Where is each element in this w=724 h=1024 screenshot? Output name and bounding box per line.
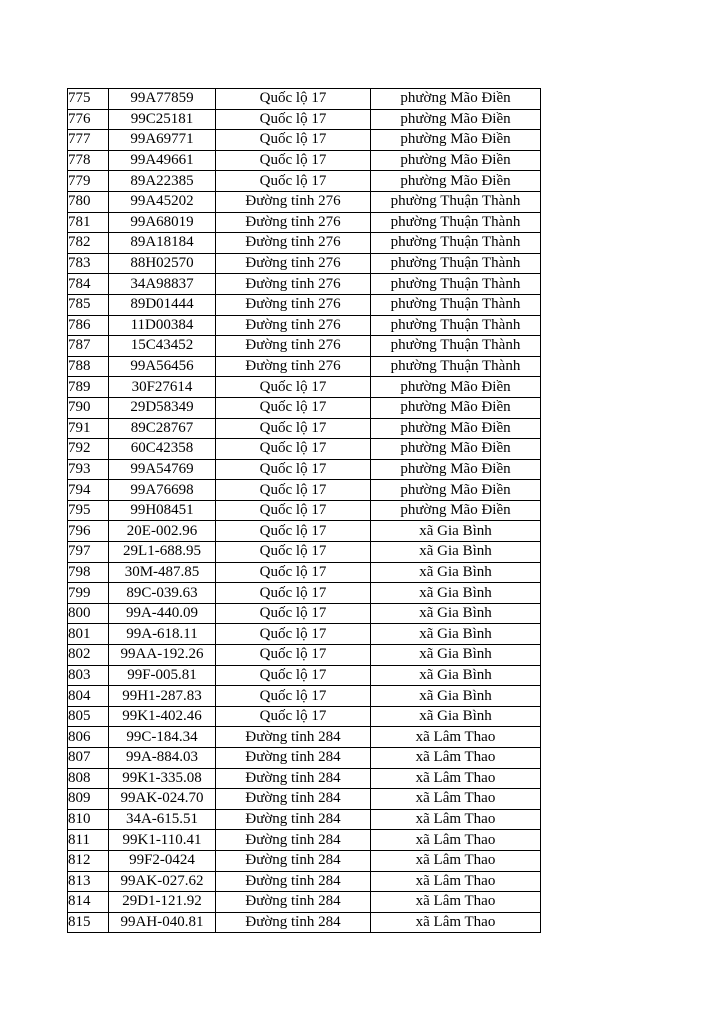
road-cell: Đường tỉnh 276	[216, 294, 371, 315]
license-plate-cell: 99A68019	[109, 212, 216, 233]
license-plate-cell: 99A45202	[109, 191, 216, 212]
table-row	[68, 109, 541, 130]
table-row	[68, 336, 541, 357]
license-plate-cell: 99F-005.81	[109, 665, 216, 686]
license-plate-cell: 99K1-110.41	[109, 830, 216, 851]
license-plate-cell: 99K1-335.08	[109, 768, 216, 789]
license-plate-cell: 60C42358	[109, 439, 216, 460]
row-number-cell: 810	[68, 809, 109, 830]
row-number-cell: 775	[68, 89, 109, 110]
road-cell: Đường tỉnh 284	[216, 789, 371, 810]
table-row	[68, 562, 541, 583]
road-cell: Đường tỉnh 284	[216, 768, 371, 789]
license-plate-cell: 99A49661	[109, 150, 216, 171]
row-number-cell: 803	[68, 665, 109, 686]
license-plate-cell: 99A-884.03	[109, 748, 216, 769]
road-cell: Đường tỉnh 284	[216, 892, 371, 913]
row-number-cell: 813	[68, 871, 109, 892]
row-number-cell: 777	[68, 130, 109, 151]
table-row	[68, 418, 541, 439]
area-cell: xã Gia Bình	[371, 645, 541, 666]
table-row	[68, 665, 541, 686]
row-number-cell: 783	[68, 253, 109, 274]
road-cell: Quốc lộ 17	[216, 562, 371, 583]
road-cell: Quốc lộ 17	[216, 686, 371, 707]
table-row	[68, 850, 541, 871]
area-cell: phường Mão Điền	[371, 171, 541, 192]
road-cell: Đường tỉnh 276	[216, 274, 371, 295]
table-row	[68, 603, 541, 624]
license-plate-cell: 99A54769	[109, 459, 216, 480]
row-number-cell: 807	[68, 748, 109, 769]
area-cell: xã Gia Bình	[371, 624, 541, 645]
table-row	[68, 624, 541, 645]
road-cell: Đường tỉnh 276	[216, 212, 371, 233]
license-plate-cell: 99C-184.34	[109, 727, 216, 748]
area-cell: phường Mão Điền	[371, 439, 541, 460]
row-number-cell: 792	[68, 439, 109, 460]
road-cell: Quốc lộ 17	[216, 377, 371, 398]
row-number-cell: 780	[68, 191, 109, 212]
area-cell: phường Mão Điền	[371, 89, 541, 110]
license-plate-cell: 34A-615.51	[109, 809, 216, 830]
road-cell: Đường tỉnh 284	[216, 912, 371, 933]
table-row	[68, 315, 541, 336]
row-number-cell: 802	[68, 645, 109, 666]
area-cell: xã Gia Bình	[371, 583, 541, 604]
road-cell: Quốc lộ 17	[216, 150, 371, 171]
license-plate-cell: 99A69771	[109, 130, 216, 151]
table-row	[68, 583, 541, 604]
area-cell: xã Lâm Thao	[371, 727, 541, 748]
license-plate-cell: 89A18184	[109, 233, 216, 254]
row-number-cell: 787	[68, 336, 109, 357]
area-cell: phường Thuận Thành	[371, 356, 541, 377]
row-number-cell: 793	[68, 459, 109, 480]
table-row	[68, 397, 541, 418]
license-plate-cell: 89A22385	[109, 171, 216, 192]
row-number-cell: 815	[68, 912, 109, 933]
road-cell: Quốc lộ 17	[216, 603, 371, 624]
row-number-cell: 791	[68, 418, 109, 439]
area-cell: phường Mão Điền	[371, 459, 541, 480]
table-row	[68, 294, 541, 315]
road-cell: Quốc lộ 17	[216, 439, 371, 460]
area-cell: phường Thuận Thành	[371, 315, 541, 336]
road-cell: Quốc lộ 17	[216, 521, 371, 542]
license-plate-cell: 30F27614	[109, 377, 216, 398]
table-row	[68, 459, 541, 480]
table-row	[68, 253, 541, 274]
row-number-cell: 794	[68, 480, 109, 501]
road-cell: Đường tỉnh 284	[216, 809, 371, 830]
license-plate-cell: 99H1-287.83	[109, 686, 216, 707]
license-plate-cell: 89C28767	[109, 418, 216, 439]
road-cell: Đường tỉnh 276	[216, 336, 371, 357]
table-row	[68, 130, 541, 151]
road-cell: Quốc lộ 17	[216, 418, 371, 439]
license-plate-cell: 20E-002.96	[109, 521, 216, 542]
road-cell: Quốc lộ 17	[216, 459, 371, 480]
row-number-cell: 795	[68, 500, 109, 521]
table-row	[68, 871, 541, 892]
road-cell: Quốc lộ 17	[216, 583, 371, 604]
license-plate-cell: 99H08451	[109, 500, 216, 521]
road-cell: Đường tỉnh 276	[216, 233, 371, 254]
row-number-cell: 804	[68, 686, 109, 707]
area-cell: xã Lâm Thao	[371, 871, 541, 892]
row-number-cell: 811	[68, 830, 109, 851]
area-cell: phường Mão Điền	[371, 130, 541, 151]
table-row	[68, 377, 541, 398]
area-cell: xã Lâm Thao	[371, 830, 541, 851]
road-cell: Đường tỉnh 284	[216, 830, 371, 851]
area-cell: xã Lâm Thao	[371, 892, 541, 913]
row-number-cell: 805	[68, 706, 109, 727]
license-plate-cell: 99AK-027.62	[109, 871, 216, 892]
table-row	[68, 686, 541, 707]
area-cell: xã Gia Bình	[371, 706, 541, 727]
area-cell: phường Mão Điền	[371, 500, 541, 521]
row-number-cell: 799	[68, 583, 109, 604]
table-row	[68, 191, 541, 212]
area-cell: xã Gia Bình	[371, 521, 541, 542]
license-plate-cell: 99A76698	[109, 480, 216, 501]
table-row	[68, 912, 541, 933]
table-row	[68, 500, 541, 521]
row-number-cell: 785	[68, 294, 109, 315]
table-row	[68, 768, 541, 789]
area-cell: xã Gia Bình	[371, 603, 541, 624]
license-plate-cell: 89C-039.63	[109, 583, 216, 604]
row-number-cell: 782	[68, 233, 109, 254]
row-number-cell: 800	[68, 603, 109, 624]
road-cell: Quốc lộ 17	[216, 480, 371, 501]
area-cell: xã Gia Bình	[371, 542, 541, 563]
table-row	[68, 356, 541, 377]
area-cell: phường Mão Điền	[371, 418, 541, 439]
row-number-cell: 796	[68, 521, 109, 542]
row-number-cell: 808	[68, 768, 109, 789]
license-plate-cell: 99A77859	[109, 89, 216, 110]
row-number-cell: 788	[68, 356, 109, 377]
area-cell: xã Lâm Thao	[371, 768, 541, 789]
license-plate-cell: 99AK-024.70	[109, 789, 216, 810]
table-row	[68, 645, 541, 666]
area-cell: phường Thuận Thành	[371, 233, 541, 254]
row-number-cell: 798	[68, 562, 109, 583]
road-cell: Đường tỉnh 284	[216, 748, 371, 769]
road-cell: Quốc lộ 17	[216, 706, 371, 727]
row-number-cell: 779	[68, 171, 109, 192]
row-number-cell: 789	[68, 377, 109, 398]
area-cell: phường Thuận Thành	[371, 191, 541, 212]
road-cell: Đường tỉnh 276	[216, 191, 371, 212]
area-cell: xã Lâm Thao	[371, 789, 541, 810]
road-cell: Quốc lộ 17	[216, 109, 371, 130]
road-cell: Đường tỉnh 284	[216, 871, 371, 892]
row-number-cell: 790	[68, 397, 109, 418]
license-plate-cell: 29D1-121.92	[109, 892, 216, 913]
area-cell: xã Gia Bình	[371, 686, 541, 707]
area-cell: phường Mão Điền	[371, 397, 541, 418]
table-row	[68, 727, 541, 748]
road-cell: Quốc lộ 17	[216, 89, 371, 110]
area-cell: phường Thuận Thành	[371, 274, 541, 295]
row-number-cell: 778	[68, 150, 109, 171]
row-number-cell: 784	[68, 274, 109, 295]
table-row	[68, 706, 541, 727]
road-cell: Quốc lộ 17	[216, 171, 371, 192]
license-plate-cell: 99A56456	[109, 356, 216, 377]
license-plate-cell: 99A-618.11	[109, 624, 216, 645]
area-cell: phường Thuận Thành	[371, 253, 541, 274]
table-row	[68, 233, 541, 254]
table-row	[68, 809, 541, 830]
area-cell: phường Mão Điền	[371, 377, 541, 398]
area-cell: xã Lâm Thao	[371, 850, 541, 871]
area-cell: phường Mão Điền	[371, 480, 541, 501]
area-cell: xã Gia Bình	[371, 665, 541, 686]
license-plate-cell: 11D00384	[109, 315, 216, 336]
road-cell: Quốc lộ 17	[216, 542, 371, 563]
license-plate-cell: 99K1-402.46	[109, 706, 216, 727]
license-plate-cell: 29L1-688.95	[109, 542, 216, 563]
row-number-cell: 806	[68, 727, 109, 748]
table-row	[68, 830, 541, 851]
road-cell: Đường tỉnh 276	[216, 253, 371, 274]
road-cell: Quốc lộ 17	[216, 665, 371, 686]
table-row	[68, 150, 541, 171]
license-plate-cell: 99AA-192.26	[109, 645, 216, 666]
table-row	[68, 480, 541, 501]
license-plate-cell: 99A-440.09	[109, 603, 216, 624]
table-row	[68, 171, 541, 192]
area-cell: xã Lâm Thao	[371, 748, 541, 769]
area-cell: phường Mão Điền	[371, 150, 541, 171]
row-number-cell: 801	[68, 624, 109, 645]
license-plate-cell: 99F2-0424	[109, 850, 216, 871]
row-number-cell: 797	[68, 542, 109, 563]
area-cell: phường Thuận Thành	[371, 336, 541, 357]
area-cell: phường Thuận Thành	[371, 212, 541, 233]
license-plate-cell: 34A98837	[109, 274, 216, 295]
table-body	[68, 89, 541, 933]
road-cell: Quốc lộ 17	[216, 500, 371, 521]
license-plate-cell: 99C25181	[109, 109, 216, 130]
road-cell: Quốc lộ 17	[216, 397, 371, 418]
table-row	[68, 748, 541, 769]
road-cell: Đường tỉnh 284	[216, 727, 371, 748]
area-cell: phường Mão Điền	[371, 109, 541, 130]
road-cell: Đường tỉnh 276	[216, 315, 371, 336]
table-row	[68, 439, 541, 460]
table-row	[68, 521, 541, 542]
row-number-cell: 809	[68, 789, 109, 810]
area-cell: xã Lâm Thao	[371, 912, 541, 933]
road-cell: Đường tỉnh 284	[216, 850, 371, 871]
license-plate-cell: 88H02570	[109, 253, 216, 274]
table-row	[68, 892, 541, 913]
road-cell: Quốc lộ 17	[216, 645, 371, 666]
row-number-cell: 812	[68, 850, 109, 871]
license-plate-cell: 89D01444	[109, 294, 216, 315]
row-number-cell: 814	[68, 892, 109, 913]
row-number-cell: 781	[68, 212, 109, 233]
violation-table	[67, 88, 541, 933]
table-row	[68, 789, 541, 810]
row-number-cell: 776	[68, 109, 109, 130]
license-plate-cell: 99AH-040.81	[109, 912, 216, 933]
road-cell: Quốc lộ 17	[216, 624, 371, 645]
license-plate-cell: 29D58349	[109, 397, 216, 418]
area-cell: xã Gia Bình	[371, 562, 541, 583]
table-row	[68, 212, 541, 233]
table-row	[68, 89, 541, 110]
table-row	[68, 274, 541, 295]
road-cell: Đường tỉnh 276	[216, 356, 371, 377]
license-plate-cell: 15C43452	[109, 336, 216, 357]
row-number-cell: 786	[68, 315, 109, 336]
license-plate-cell: 30M-487.85	[109, 562, 216, 583]
area-cell: xã Lâm Thao	[371, 809, 541, 830]
table-row	[68, 542, 541, 563]
area-cell: phường Thuận Thành	[371, 294, 541, 315]
road-cell: Quốc lộ 17	[216, 130, 371, 151]
